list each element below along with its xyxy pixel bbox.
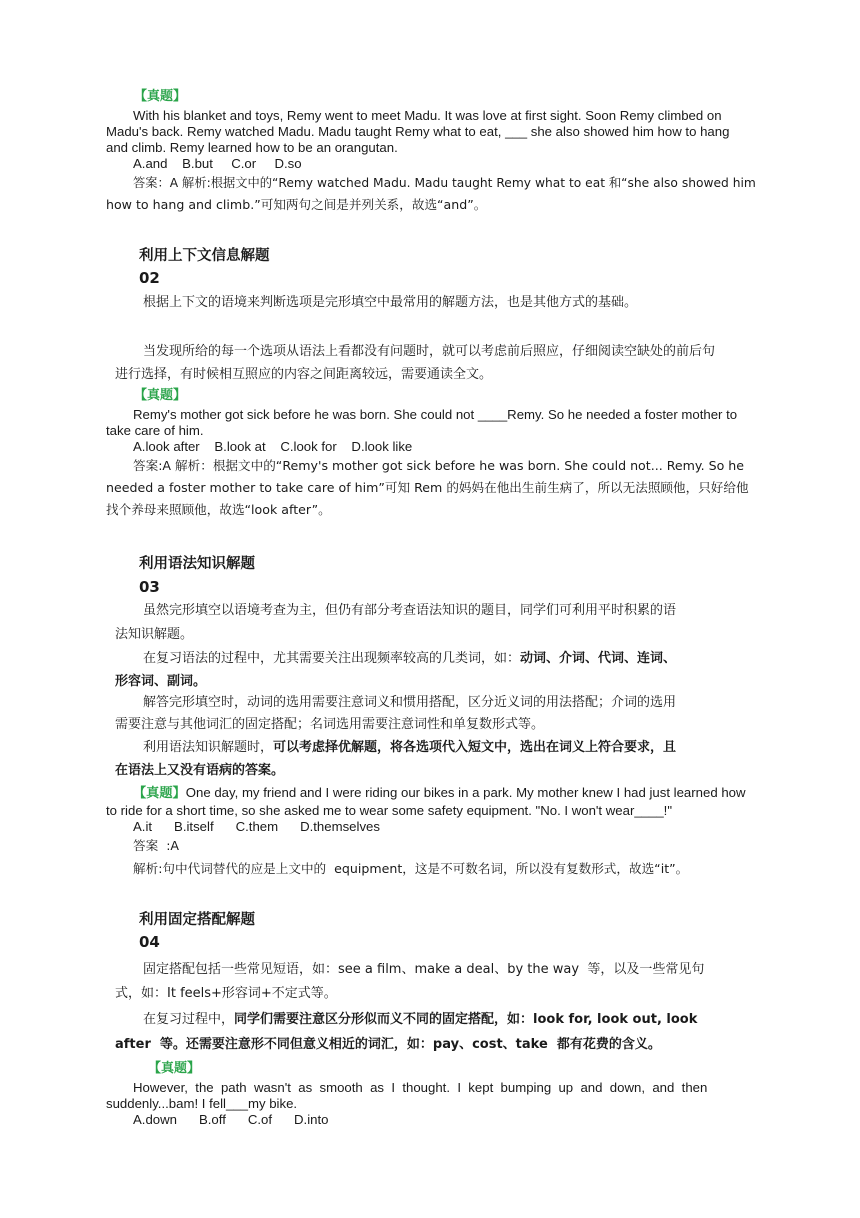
q3-line-1 xyxy=(133,784,746,802)
s3-p4-text: 利用语法知识解题时， xyxy=(143,740,274,755)
q3-line-2: to ride for a short time, so she asked me to wear some safety equipment. "No. I won't wear____!" xyxy=(106,803,673,818)
q1-line-3: and climb. Remy learned how to be an orangutan. xyxy=(106,140,398,155)
s4-p2-text: 在复习过程中， xyxy=(143,1012,235,1027)
s3-p4-emphasis: 可以考虑择优解题，将各选项代入短文中，选出在词义上符合要求，且 xyxy=(273,740,677,755)
s3-paragraph-2-line-1 xyxy=(143,650,676,668)
q3-options: A.it B.itself C.them D.themselves xyxy=(133,819,380,834)
q4-line-1: However, the path wasn't as smooth as I thought. I kept bumping up and down, and then xyxy=(133,1080,708,1095)
q2-answer-line-3: 找个养母来照顾他，故选“look after”。 xyxy=(106,502,331,517)
s2-paragraph-1: 根据上下文的语境来判断选项是完形填空中最常用的解题方法，也是其他方式的基础。 xyxy=(143,295,638,310)
q2-answer-line-1: 答案:A 解析：根据文中的“Remy's mother got sick before he was born. She could not... Remy. So he xyxy=(133,458,745,473)
s4-paragraph-2-line-1 xyxy=(143,1011,697,1029)
question-tag: 【真题】 xyxy=(134,388,187,403)
q2-answer-line-2: needed a foster mother to take care of him”可知 Rem 的妈妈在他出生前生病了，所以无法照顾他，只好给他 xyxy=(106,480,749,495)
s3-paragraph-1-line-2: 法知识解题。 xyxy=(115,627,194,642)
s3-paragraph-3-line-2: 需要注意与其他词汇的固定搭配；名词选用需要注意词性和单复数形式等。 xyxy=(115,717,545,732)
q1-line-1: With his blanket and toys, Remy went to meet Madu. It was love at first sight. Soon Remy climbed on xyxy=(133,108,722,123)
q4-line-2: suddenly...bam! I fell___my bike. xyxy=(106,1096,298,1111)
s2-paragraph-2-line-1: 当发现所给的每一个选项从语法上看都没有问题时，就可以考虑前后照应，仔细阅读空缺处的前后句 xyxy=(143,344,716,359)
question-tag: 【真题】 xyxy=(148,1061,201,1076)
s3-paragraph-1-line-1: 虽然完形填空以语境考查为主，但仍有部分考查语法知识的题目，同学们可利用平时积累的语 xyxy=(143,603,677,618)
q3-analysis: 解析:句中代词替代的应是上文中的 equipment，这是不可数名词，所以没有复数形式，故选“it”。 xyxy=(133,861,689,876)
q1-answer-line-1: 答案：A 解析:根据文中的“Remy watched Madu. Madu taught Remy what to eat 和“she also showed him xyxy=(133,175,756,190)
section-title-04: 利用固定搭配解题 xyxy=(139,912,255,928)
q1-options: A.and B.but C.or D.so xyxy=(133,156,302,171)
q1-line-2: Madu's back. Remy watched Madu. Madu taught Remy what to eat, ___ she also showed him how to hang xyxy=(106,124,730,139)
q1-answer-line-2: how to hang and climb.”可知两句之间是并列关系，故选“and”。 xyxy=(106,197,487,212)
s3-paragraph-4-line-1 xyxy=(143,739,676,757)
q2-line-2: take care of him. xyxy=(106,423,204,438)
s4-paragraph-1-line-2: 式，如：It feels+形容词+不定式等。 xyxy=(115,986,337,1001)
section-title-02: 利用上下文信息解题 xyxy=(139,248,270,264)
question-tag: 【真题】 xyxy=(134,89,187,104)
s3-p2-emphasis: 动词、介词、代词、连词、 xyxy=(520,651,677,666)
q3-line-1-text: One day, my friend and I were riding our bikes in a park. My mother knew I had just learned how xyxy=(185,785,746,800)
section-number-04: 04 xyxy=(139,933,160,951)
s2-paragraph-2-line-2: 进行选择，有时候相互照应的内容之间距离较远，需要通读全文。 xyxy=(115,367,493,382)
q4-options: A.down B.off C.of D.into xyxy=(133,1112,329,1127)
section-number-03: 03 xyxy=(139,578,160,596)
s3-paragraph-2-line-2: 形容词、副词。 xyxy=(115,674,207,689)
s3-paragraph-4-line-2: 在语法上又没有语病的答案。 xyxy=(115,763,285,778)
section-title-03: 利用语法知识解题 xyxy=(139,556,255,572)
s3-p2-text: 在复习语法的过程中，尤其需要关注出现频率较高的几类词，如： xyxy=(143,651,521,666)
s3-paragraph-3-line-1: 解答完形填空时，动词的选用需要注意词义和惯用搭配，区分近义词的用法搭配；介词的选用 xyxy=(143,695,677,710)
q3-answer: 答案 :A xyxy=(133,838,180,853)
s4-paragraph-1-line-1: 固定搭配包括一些常见短语，如：see a film、make a deal、by the way 等，以及一些常见句 xyxy=(143,962,705,977)
q2-line-1: Remy's mother got sick before he was born. She could not ____Remy. So he needed a foster mother to xyxy=(133,407,738,422)
s4-p2-emphasis: 同学们需要注意区分形似而义不同的固定搭配，如：look for, look out, look xyxy=(234,1012,698,1027)
q2-options: A.look after B.look at C.look for D.look like xyxy=(133,439,413,454)
section-number-02: 02 xyxy=(139,269,160,287)
question-tag: 【真题】 xyxy=(133,785,186,800)
s4-paragraph-2-line-2: after 等。还需要注意形不同但意义相近的词汇，如：pay、cost、take 都有花费的含义。 xyxy=(115,1037,661,1052)
